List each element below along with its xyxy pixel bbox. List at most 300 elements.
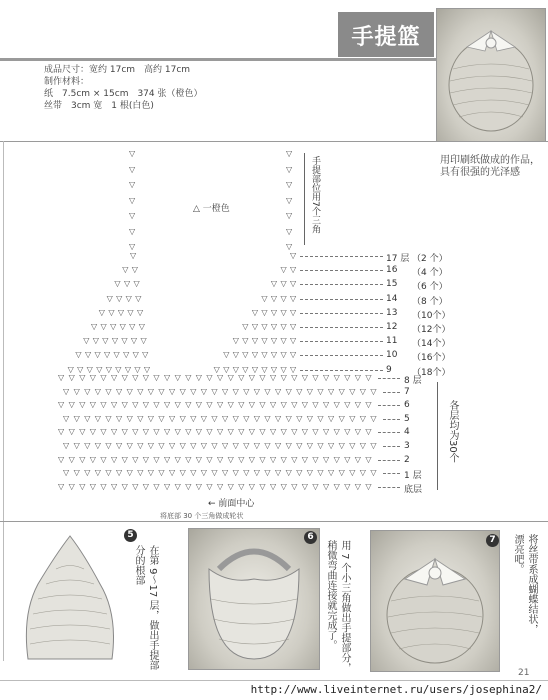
lower-layer-triangle: ▽ [248, 454, 255, 464]
lower-layer-triangle: ▽ [147, 413, 154, 423]
lower-layer-triangle: ▽ [359, 413, 366, 423]
lower-layer-triangle: ▽ [211, 468, 218, 478]
lower-layers-note: 各层均为30个 [447, 400, 458, 463]
lower-layer-triangle: ▽ [232, 441, 239, 450]
upper-left-triangle: ▽ [77, 364, 84, 374]
lower-layer-triangle: ▽ [328, 441, 335, 450]
section-rule-bottom [0, 521, 548, 522]
lower-layer-triangle: ▽ [105, 441, 112, 450]
lower-layer-triangle: ▽ [333, 481, 340, 491]
layer-leader-line [383, 392, 400, 393]
lower-layer-triangle: ▽ [195, 481, 202, 491]
lower-layer-triangle: ▽ [370, 413, 377, 423]
lower-layer-triangle: ▽ [285, 386, 292, 396]
lower-layer-triangle: ▽ [58, 454, 65, 464]
lower-layer-triangle: ▽ [89, 400, 96, 410]
lower-layer-triangle: ▽ [312, 427, 319, 437]
upper-left-triangle: ▽ [119, 322, 126, 331]
lower-layer-triangle: ▽ [354, 427, 361, 437]
upper-right-triangle: ▽ [242, 336, 249, 346]
lower-layer-triangle: ▽ [147, 386, 154, 396]
lower-layer-triangle: ▽ [68, 373, 75, 382]
handle-right-triangle: ▽ [286, 195, 293, 205]
lower-layer-triangle: ▽ [185, 373, 192, 382]
lower-layer-triangle: ▽ [105, 468, 112, 478]
lower-layer-triangle: ▽ [333, 400, 340, 410]
step-7-text-line-2: 漂亮吧。 [512, 534, 523, 574]
lower-layer-triangle: ▽ [238, 373, 245, 382]
lower-layer-triangle: ▽ [370, 441, 377, 450]
lower-layer-triangle: ▽ [111, 400, 118, 410]
photo-caption-line-1: 用印刷纸做成的作品， [440, 155, 540, 166]
lower-layer-triangle: ▽ [275, 468, 282, 478]
lower-layer-triangle: ▽ [222, 386, 229, 396]
lower-layer-triangle: ▽ [84, 386, 91, 396]
lower-layer-triangle: ▽ [222, 468, 229, 478]
lower-layer-triangle: ▽ [158, 386, 165, 396]
lower-layer-triangle: ▽ [111, 481, 118, 491]
lower-layer-triangle: ▽ [211, 386, 218, 396]
lower-layer-triangle: ▽ [94, 468, 101, 478]
lower-layer-triangle: ▽ [84, 468, 91, 478]
lower-layer-triangle: ▽ [169, 468, 176, 478]
lower-layer-triangle: ▽ [206, 400, 213, 410]
upper-right-triangle: ▽ [270, 336, 278, 346]
lower-layer-triangle: ▽ [174, 454, 181, 464]
upper-right-triangle: ▽ [280, 322, 287, 331]
lower-layer-triangle: ▽ [164, 400, 171, 410]
lower-layer-triangle: ▽ [259, 400, 266, 410]
lower-layer-triangle: ▽ [253, 468, 260, 478]
lower-layer-triangle: ▽ [280, 454, 287, 464]
lower-layer-triangle: ▽ [169, 386, 176, 396]
lower-layer-triangle: ▽ [179, 386, 186, 396]
lower-layer-triangle: ▽ [264, 386, 271, 396]
upper-right-triangle: ▽ [290, 251, 297, 260]
step-7-photo [370, 530, 500, 672]
handle-left-triangle: ▽ [129, 180, 136, 189]
lower-layer-triangle: ▽ [174, 481, 181, 491]
lower-layer-triangle: ▽ [270, 400, 277, 410]
upper-layer-count: （18个） [412, 367, 451, 378]
lower-layer-triangle: ▽ [217, 427, 224, 437]
upper-right-triangle: ▽ [261, 322, 268, 331]
upper-left-triangle: ▽ [94, 350, 101, 360]
upper-right-triangle: ▽ [280, 293, 287, 303]
upper-layer-label: 9 [386, 364, 392, 375]
upper-left-triangle: ▽ [105, 364, 112, 374]
upper-left-triangle: ▽ [124, 364, 131, 374]
lower-layer-triangle: ▽ [158, 441, 165, 450]
lower-layer-triangle: ▽ [264, 441, 271, 450]
lower-layer-triangle: ▽ [126, 386, 133, 396]
spec-ribbon: 丝带 3cm 宽 1 根(白色) [44, 101, 154, 111]
lower-layer-label: 8 层 [404, 376, 422, 386]
layer-leader-line [300, 327, 383, 328]
lower-layer-triangle: ▽ [58, 481, 65, 491]
lower-layer-label: 底层 [404, 484, 423, 495]
upper-right-triangle: ▽ [280, 350, 287, 360]
upper-left-triangle: ▽ [134, 364, 141, 374]
upper-left-triangle: ▽ [67, 364, 74, 374]
lower-layer-label: 7 [404, 386, 410, 397]
upper-right-triangle: ▽ [232, 350, 239, 360]
lower-layer-triangle: ▽ [142, 454, 149, 464]
lower-layer-triangle: ▽ [317, 413, 324, 423]
lower-layer-triangle: ▽ [317, 468, 324, 478]
upper-right-triangle: ▽ [242, 364, 249, 374]
lower-layer-triangle: ▽ [89, 427, 96, 437]
layer-leader-line [300, 313, 383, 314]
lower-layer-triangle: ▽ [285, 468, 292, 478]
lower-layer-triangle: ▽ [248, 400, 255, 410]
upper-left-triangle: ▽ [111, 336, 118, 346]
lower-layer-triangle: ▽ [158, 468, 165, 478]
lower-layer-triangle: ▽ [253, 413, 260, 423]
lower-layer-triangle: ▽ [238, 400, 245, 410]
lower-layer-triangle: ▽ [238, 481, 245, 491]
lower-layer-triangle: ▽ [285, 441, 292, 450]
layer-leader-line [378, 378, 400, 379]
lower-layer-triangle: ▽ [338, 413, 345, 423]
upper-right-triangle: ▽ [290, 307, 297, 317]
upper-left-triangle: ▽ [91, 322, 98, 331]
handle-left-triangle: ▽ [129, 242, 136, 251]
upper-right-triangle: ▽ [270, 364, 278, 374]
lower-layer-triangle: ▽ [206, 427, 213, 437]
lower-layer-triangle: ▽ [354, 373, 361, 382]
step-5-text-line-1: 在第 9～17 层，做出手提部 [147, 545, 158, 671]
step-5-badge: 5 [124, 529, 137, 542]
upper-left-triangle: ▽ [129, 322, 136, 331]
upper-layer-label: 16 [386, 265, 398, 276]
lower-layer-triangle: ▽ [195, 427, 202, 437]
lower-layer-triangle: ▽ [200, 468, 207, 478]
upper-left-triangle: ▽ [125, 293, 132, 303]
lower-layer-triangle: ▽ [306, 413, 313, 423]
lower-layer-triangle: ▽ [344, 454, 351, 464]
bottom-ring-note: 将底部 30 个三角做成轮状 [160, 512, 244, 520]
lower-layer-triangle: ▽ [200, 441, 207, 450]
layer-leader-line [300, 341, 383, 342]
upper-left-triangle: ▽ [122, 265, 129, 275]
lower-layer-triangle: ▽ [270, 454, 277, 464]
lower-layer-triangle: ▽ [58, 427, 65, 437]
lower-layer-triangle: ▽ [100, 400, 107, 410]
lower-layer-triangle: ▽ [301, 400, 308, 410]
upper-left-triangle: ▽ [127, 307, 134, 317]
lower-layer-triangle: ▽ [253, 386, 260, 396]
lower-layer-triangle: ▽ [137, 468, 144, 478]
lower-layer-triangle: ▽ [79, 481, 86, 491]
layer-leader-line [300, 370, 383, 371]
lower-layer-triangle: ▽ [227, 454, 234, 464]
lower-layer-triangle: ▽ [63, 441, 70, 450]
handle-left-triangle: ▽ [129, 164, 136, 174]
upper-layer-label: 15 [386, 279, 398, 290]
upper-left-triangle: ▽ [116, 293, 123, 303]
upper-right-triangle: ▽ [280, 364, 287, 374]
upper-right-triangle: ▽ [251, 364, 258, 374]
lower-layer-triangle: ▽ [174, 427, 181, 437]
lower-layer-triangle: ▽ [142, 481, 149, 491]
lower-layer-triangle: ▽ [100, 373, 107, 382]
upper-right-triangle: ▽ [261, 350, 268, 360]
lower-layer-triangle: ▽ [169, 441, 176, 450]
lower-layer-triangle: ▽ [58, 373, 65, 382]
layer-leader-line [378, 460, 400, 461]
upper-right-triangle: ▽ [251, 336, 258, 346]
lower-layer-triangle: ▽ [217, 481, 224, 491]
lower-layer-triangle: ▽ [259, 373, 266, 382]
lower-layer-triangle: ▽ [296, 386, 303, 396]
upper-right-triangle: ▽ [270, 307, 278, 317]
lower-layer-triangle: ▽ [243, 441, 250, 450]
lower-layer-triangle: ▽ [359, 468, 366, 478]
layer-leader-line [383, 473, 400, 474]
handle-right-triangle: ▽ [286, 242, 293, 251]
step-7-badge: 7 [486, 534, 499, 547]
upper-left-triangle: ▽ [100, 322, 107, 331]
upper-right-triangle: ▽ [251, 322, 258, 331]
lower-layer-triangle: ▽ [68, 400, 75, 410]
step-6-text-line-1: 用 7 个小三角做出手提部分， [339, 540, 350, 673]
upper-left-triangle: ▽ [135, 293, 142, 303]
lower-layer-triangle: ▽ [333, 373, 340, 382]
upper-layer-label: 11 [386, 336, 398, 347]
lower-layer-label: 6 [404, 400, 410, 411]
handle-right-triangle: ▽ [286, 211, 293, 220]
lower-layer-triangle: ▽ [105, 386, 112, 396]
lower-layer-triangle: ▽ [217, 373, 224, 382]
lower-layer-triangle: ▽ [275, 441, 282, 450]
spec-paper: 纸 7.5cm × 15cm 374 张（橙色） [44, 89, 203, 99]
lower-layer-triangle: ▽ [232, 413, 239, 423]
lower-layer-triangle: ▽ [190, 386, 197, 396]
color-legend: △ 一橙色 [193, 204, 230, 214]
lower-layer-triangle: ▽ [238, 427, 245, 437]
lower-layer-triangle: ▽ [370, 468, 377, 478]
lower-layer-triangle: ▽ [153, 481, 160, 491]
lower-layer-triangle: ▽ [132, 454, 139, 464]
lower-layer-triangle: ▽ [137, 386, 144, 396]
lower-layer-triangle: ▽ [365, 454, 372, 464]
lower-layer-triangle: ▽ [312, 481, 319, 491]
lower-layer-triangle: ▽ [68, 454, 75, 464]
lower-layer-triangle: ▽ [248, 427, 255, 437]
lower-layer-triangle: ▽ [200, 413, 207, 423]
upper-right-triangle: ▽ [223, 364, 230, 374]
lower-layer-triangle: ▽ [359, 386, 366, 396]
lower-layer-triangle: ▽ [344, 373, 351, 382]
lower-layer-triangle: ▽ [68, 427, 75, 437]
lower-layer-triangle: ▽ [63, 386, 70, 396]
upper-left-triangle: ▽ [142, 350, 149, 360]
upper-left-triangle: ▽ [96, 364, 103, 374]
lower-layer-triangle: ▽ [259, 454, 266, 464]
lower-layer-triangle: ▽ [354, 454, 361, 464]
layer-leader-line [383, 446, 400, 447]
lower-layer-triangle: ▽ [111, 427, 118, 437]
lower-layer-triangle: ▽ [217, 454, 224, 464]
lower-layer-triangle: ▽ [179, 468, 186, 478]
lower-layer-triangle: ▽ [185, 400, 192, 410]
page-number: 21 [518, 668, 530, 678]
lower-layer-triangle: ▽ [100, 427, 107, 437]
lower-layer-triangle: ▽ [280, 481, 287, 491]
lower-layer-triangle: ▽ [323, 481, 330, 491]
lower-layer-triangle: ▽ [100, 454, 107, 464]
lower-layer-triangle: ▽ [63, 413, 70, 423]
lower-layer-triangle: ▽ [306, 386, 313, 396]
layer-leader-line [378, 432, 400, 433]
lower-layer-triangle: ▽ [116, 441, 123, 450]
lower-layer-triangle: ▽ [116, 386, 123, 396]
lower-layer-triangle: ▽ [174, 400, 181, 410]
upper-right-triangle: ▽ [261, 293, 268, 303]
lower-layer-triangle: ▽ [153, 400, 160, 410]
lower-layer-triangle: ▽ [344, 481, 351, 491]
upper-left-triangle: ▽ [84, 350, 92, 360]
handle-bracket [304, 153, 305, 245]
lower-layer-triangle: ▽ [126, 441, 133, 450]
lower-layer-triangle: ▽ [365, 481, 372, 491]
lower-layer-triangle: ▽ [296, 413, 303, 423]
lower-layer-triangle: ▽ [147, 441, 154, 450]
layer-leader-line [383, 419, 400, 420]
lower-layer-triangle: ▽ [153, 454, 160, 464]
upper-layer-count: （6 个） [412, 282, 448, 293]
lower-layer-triangle: ▽ [344, 427, 351, 437]
upper-right-triangle: ▽ [290, 322, 297, 331]
lower-layer-triangle: ▽ [121, 400, 128, 410]
layer-leader-line [300, 299, 383, 300]
lower-layer-triangle: ▽ [301, 454, 308, 464]
lower-layer-triangle: ▽ [200, 386, 207, 396]
lower-layer-triangle: ▽ [89, 481, 96, 491]
lower-layer-triangle: ▽ [280, 373, 287, 382]
lower-layer-triangle: ▽ [338, 386, 345, 396]
lower-layers-bracket [437, 382, 438, 490]
lower-layer-triangle: ▽ [317, 441, 324, 450]
upper-layer-count: （16个） [412, 353, 451, 364]
page-title: 手提篮 [351, 25, 421, 50]
lower-layer-triangle: ▽ [354, 481, 361, 491]
lower-layer-triangle: ▽ [285, 413, 292, 423]
lower-layer-triangle: ▽ [248, 481, 255, 491]
lower-layer-triangle: ▽ [222, 441, 229, 450]
lower-layer-triangle: ▽ [365, 373, 372, 382]
upper-layer-count: （10个） [412, 310, 451, 321]
handle-note: 手提部位用7个三角 [310, 156, 320, 234]
lower-layer-triangle: ▽ [370, 386, 377, 396]
lower-layer-triangle: ▽ [164, 373, 171, 382]
upper-left-triangle: ▽ [106, 293, 113, 303]
upper-left-triangle: ▽ [123, 350, 130, 360]
lower-layer-triangle: ▽ [227, 373, 234, 382]
lower-layer-triangle: ▽ [190, 413, 197, 423]
lower-layer-triangle: ▽ [73, 413, 80, 423]
lower-layer-triangle: ▽ [248, 373, 255, 382]
lower-layer-triangle: ▽ [121, 427, 128, 437]
lower-layer-triangle: ▽ [232, 468, 239, 478]
lower-layer-triangle: ▽ [116, 413, 123, 423]
lower-layer-triangle: ▽ [73, 386, 80, 396]
upper-left-triangle: ▽ [115, 364, 122, 374]
lower-layer-triangle: ▽ [147, 468, 154, 478]
upper-left-triangle: ▽ [102, 336, 109, 346]
upper-right-triangle: ▽ [290, 293, 297, 303]
lower-layer-triangle: ▽ [312, 373, 319, 382]
photo-caption-line-2: 具有很强的光泽感 [440, 167, 520, 178]
lower-layer-triangle: ▽ [174, 373, 181, 382]
lower-layer-triangle: ▽ [121, 454, 128, 464]
lower-layer-triangle: ▽ [253, 441, 260, 450]
lower-layer-triangle: ▽ [73, 468, 80, 478]
layer-leader-line [300, 284, 383, 285]
upper-right-triangle: ▽ [213, 364, 220, 374]
lower-layer-triangle: ▽ [323, 373, 330, 382]
lower-layer-triangle: ▽ [259, 481, 266, 491]
lower-layer-triangle: ▽ [306, 468, 313, 478]
layer-leader-line [300, 270, 383, 271]
lower-layer-triangle: ▽ [79, 373, 86, 382]
lower-layer-triangle: ▽ [291, 400, 298, 410]
lower-layer-triangle: ▽ [121, 373, 128, 382]
upper-layer-count: （8 个） [412, 296, 448, 307]
lower-layer-triangle: ▽ [179, 441, 186, 450]
lower-layer-triangle: ▽ [164, 427, 171, 437]
lower-layer-triangle: ▽ [301, 481, 308, 491]
lower-layer-triangle: ▽ [195, 454, 202, 464]
step-5-text-line-2: 分的根部 [133, 545, 144, 585]
lower-layer-triangle: ▽ [126, 413, 133, 423]
lower-layer-triangle: ▽ [132, 427, 139, 437]
lower-layer-triangle: ▽ [349, 468, 356, 478]
upper-left-triangle: ▽ [140, 336, 147, 346]
lower-layer-triangle: ▽ [349, 386, 356, 396]
lower-layer-triangle: ▽ [79, 454, 86, 464]
upper-left-triangle: ▽ [143, 364, 151, 374]
upper-left-triangle: ▽ [98, 307, 105, 317]
lower-layer-triangle: ▽ [359, 441, 366, 450]
lower-layer-triangle: ▽ [111, 454, 118, 464]
upper-layer-label: 17 层 [386, 254, 410, 264]
upper-right-triangle: ▽ [270, 279, 278, 289]
lower-layer-triangle: ▽ [264, 413, 271, 423]
lower-layer-label: 4 [404, 427, 410, 438]
upper-left-triangle: ▽ [113, 350, 120, 360]
lower-layer-triangle: ▽ [132, 400, 139, 410]
lower-layer-label: 2 [404, 454, 410, 465]
lower-layer-triangle: ▽ [349, 441, 356, 450]
lower-layer-triangle: ▽ [137, 413, 144, 423]
lower-layer-triangle: ▽ [365, 400, 372, 410]
upper-left-triangle: ▽ [132, 350, 139, 360]
lower-layer-triangle: ▽ [190, 441, 197, 450]
lower-layer-triangle: ▽ [185, 481, 192, 491]
step-6-photo [188, 528, 320, 670]
upper-left-triangle: ▽ [138, 322, 145, 331]
step-7-text-line-1: 将丝带系成蝴蝶结状， [526, 534, 537, 634]
lower-layer-triangle: ▽ [132, 373, 139, 382]
lower-layer-triangle: ▽ [291, 481, 298, 491]
upper-layer-count: （14个） [412, 339, 451, 350]
lower-layer-triangle: ▽ [126, 468, 133, 478]
upper-right-triangle: ▽ [223, 350, 230, 360]
upper-right-triangle: ▽ [261, 364, 268, 374]
lower-layer-triangle: ▽ [121, 481, 128, 491]
